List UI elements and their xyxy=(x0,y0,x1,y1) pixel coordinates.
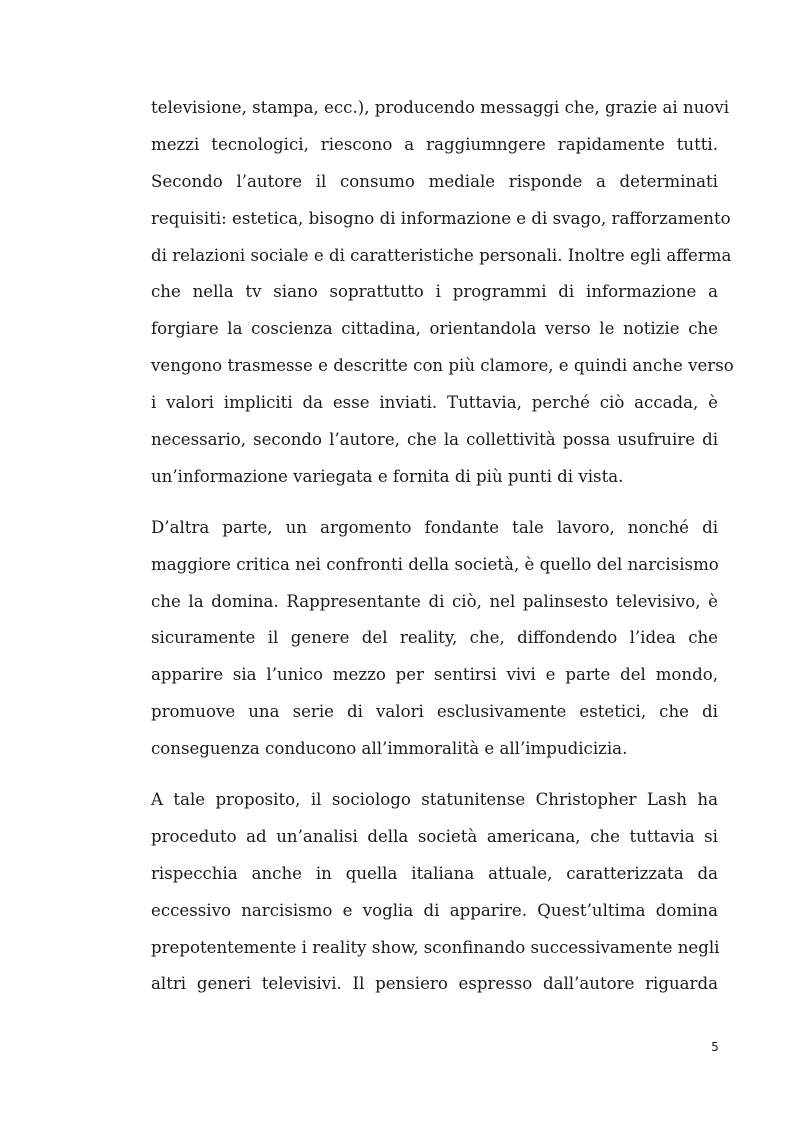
text-line: A tale proposito, il sociologo statunitense Christopher Lash ha xyxy=(151,790,718,810)
text-line: conseguenza conducono all’immoralità e all’impudicizia. xyxy=(151,739,628,759)
text-line: eccessivo narcisismo e voglia di apparire. Quest’ultima domina xyxy=(151,900,718,920)
paragraph xyxy=(151,90,734,496)
text-line: maggiore critica nei confronti della società, è quello del narcisismo xyxy=(151,554,719,574)
text-line: un’informazione variegata e fornita di più punti di vista. xyxy=(151,466,624,486)
paragraph xyxy=(151,782,718,1003)
text-line: altri generi televisivi. Il pensiero espresso dall’autore riguarda xyxy=(151,974,718,994)
text-line: che nella tv siano soprattutto i programmi di informazione a xyxy=(151,282,718,302)
paragraph xyxy=(151,510,718,768)
body-text xyxy=(151,90,734,1017)
text-line: sicuramente il genere del reality, che, diffondendo l’idea che xyxy=(151,628,718,648)
text-line: televisione, stampa, ecc.), producendo messaggi che, grazie ai nuovi xyxy=(151,98,730,117)
text-line: proceduto ad un’analisi della società americana, che tuttavia si xyxy=(151,826,718,846)
text-line: rispecchia anche in quella italiana attuale, caratterizzata da xyxy=(151,863,718,883)
text-line: D’altra parte, un argomento fondante tale lavoro, nonché di xyxy=(151,517,718,537)
text-line: forgiare la coscienza cittadina, orientandola verso le notizie che xyxy=(151,319,718,339)
text-line: mezzi tecnologici, riescono a raggiumngere rapidamente tutti. xyxy=(151,134,718,154)
text-line: Secondo l’autore il consumo mediale risponde a determinati xyxy=(151,171,718,191)
text-line: prepotentemente i reality show, sconfinando successivamente negli xyxy=(151,937,720,957)
text-line: che la domina. Rappresentante di ciò, nel palinsesto televisivo, è xyxy=(151,591,718,611)
text-line: di relazioni sociale e di caratteristiche personali. Inoltre egli afferma xyxy=(151,245,732,265)
page-number: 5 xyxy=(711,1040,719,1054)
text-line: apparire sia l’unico mezzo per sentirsi vivi e parte del mondo, xyxy=(151,665,718,685)
text-line: promuove una serie di valori esclusivamente estetici, che di xyxy=(151,702,718,722)
text-line: necessario, secondo l’autore, che la collettività possa usufruire di xyxy=(151,430,718,450)
text-line: i valori impliciti da esse inviati. Tuttavia, perché ciò accada, è xyxy=(151,393,718,413)
text-line: requisiti: estetica, bisogno di informazione e di svago, rafforzamento xyxy=(151,208,731,228)
text-line: vengono trasmesse e descritte con più clamore, e quindi anche verso xyxy=(151,356,734,376)
